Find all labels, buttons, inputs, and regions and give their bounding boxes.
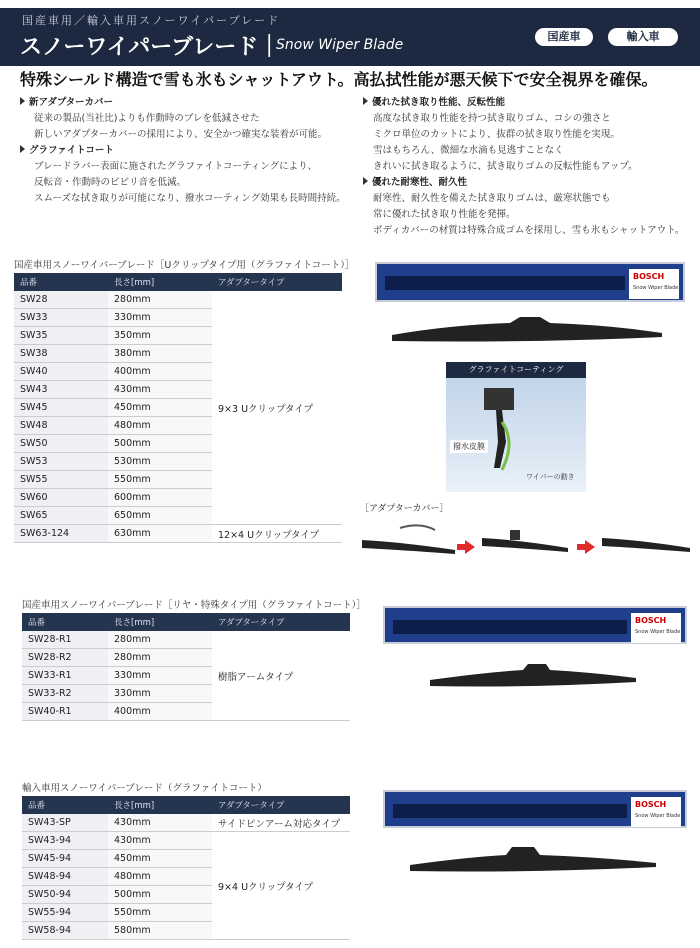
part-number: SW33-R1: [22, 667, 108, 685]
features-right: [363, 95, 693, 239]
right-arrow-icon: [465, 540, 475, 554]
part-number: SW55: [14, 471, 108, 489]
part-number: SW53: [14, 453, 108, 471]
adapter-cover-sequence: [360, 520, 695, 570]
page-header: [0, 8, 700, 66]
package-strip: [393, 620, 627, 634]
feature-line: ミクロ単位のカットにより、抜群の拭き取り性能を実現。: [373, 129, 620, 140]
length: 330mm: [108, 667, 212, 685]
feature-heading: 新アダプターカバー: [20, 95, 350, 111]
part-number: SW58-94: [22, 922, 108, 940]
part-number: SW35: [14, 327, 108, 345]
part-number: SW45: [14, 399, 108, 417]
adapter-cover-label: ［アダプターカバー］: [360, 504, 449, 514]
length: 400mm: [108, 363, 212, 381]
header-title-en: Snow Wiper Blade: [276, 37, 404, 53]
length: 500mm: [108, 435, 212, 453]
bosch-logo: BOSCH Snow Wiper Blade: [631, 613, 681, 643]
length: 580mm: [108, 922, 212, 940]
col-header: 品番: [22, 613, 108, 631]
feature-line: 雪はもちろん、微細な水滴も見逃すことなく: [373, 145, 564, 156]
feature-line: 新しいアダプターカバーの採用により、安全かつ確実な装着が可能。: [34, 129, 327, 140]
product-package-1: [375, 262, 685, 302]
tag-import: 輸入車: [608, 28, 678, 46]
length: 600mm: [108, 489, 212, 507]
part-number: SW43-SP: [22, 814, 108, 832]
part-number: SW50: [14, 435, 108, 453]
water-label: 撥水皮膜: [450, 440, 488, 453]
part-number: SW45-94: [22, 850, 108, 868]
feature-heading: グラファイトコート: [20, 143, 350, 159]
part-number: SW33-R2: [22, 685, 108, 703]
feature-line: 常に優れた拭き取り性能を発揮。: [373, 209, 516, 220]
triangle-bullet-icon: [363, 177, 368, 185]
package-strip: [393, 804, 627, 818]
col-header: 長さ[mm]: [108, 613, 212, 631]
col-header: 品番: [14, 273, 108, 291]
length: 550mm: [108, 471, 212, 489]
length: 630mm: [108, 525, 212, 543]
features-left: [20, 95, 350, 207]
col-header: 長さ[mm]: [108, 796, 212, 814]
triangle-bullet-icon: [363, 97, 368, 105]
part-number: SW48: [14, 417, 108, 435]
table3: [22, 796, 350, 940]
col-header: 品番: [22, 796, 108, 814]
triangle-bullet-icon: [20, 97, 25, 105]
part-number: SW38: [14, 345, 108, 363]
table-row: [22, 631, 350, 649]
table-row: [14, 525, 342, 543]
adapter-type: 9×3 Uクリップタイプ: [212, 291, 342, 525]
table-row: [22, 814, 350, 832]
table2: [22, 613, 350, 721]
length: 330mm: [108, 309, 212, 327]
length: 330mm: [108, 685, 212, 703]
feature-line: 従来の製品(当社比)よりも作動時のブレを低減させた: [34, 113, 260, 124]
graphite-illustration: [446, 362, 586, 492]
feature-line: 高度な拭き取り性能を持つ拭き取りゴム、コシの強さと: [373, 113, 611, 124]
part-number: SW43: [14, 381, 108, 399]
part-number: SW50-94: [22, 886, 108, 904]
part-number: SW40: [14, 363, 108, 381]
length: 530mm: [108, 453, 212, 471]
adapter-type: 樹脂アームタイプ: [212, 631, 350, 721]
feature-heading: 優れた拭き取り性能、反転性能: [363, 95, 693, 111]
tag-domestic: 国産車: [535, 28, 593, 46]
part-number: SW40-R1: [22, 703, 108, 721]
length: 280mm: [108, 649, 212, 667]
feature-line: スムーズな拭き取りが可能になり、撥水コーティング効果も長時間持続。: [34, 193, 346, 204]
feature-line: ボディカバーの材質は特殊合成ゴムを採用し、雪も氷もシャットアウト。: [373, 225, 685, 236]
part-number: SW43-94: [22, 832, 108, 850]
length: 430mm: [108, 381, 212, 399]
length: 480mm: [108, 868, 212, 886]
part-number: SW55-94: [22, 904, 108, 922]
wiper-motion-label: ワイパーの動き: [526, 473, 575, 481]
length: 280mm: [108, 631, 212, 649]
part-number: SW48-94: [22, 868, 108, 886]
length: 450mm: [108, 399, 212, 417]
wiper-blade-3: [408, 845, 658, 875]
length: 280mm: [108, 291, 212, 309]
col-header: アダプタータイプ: [212, 613, 350, 631]
table-row: [22, 832, 350, 850]
length: 450mm: [108, 850, 212, 868]
feature-line: きれいに拭き取るように、拭き取りゴムの反転性能もアップ。: [373, 161, 638, 172]
length: 550mm: [108, 904, 212, 922]
wiper-blade-1: [390, 315, 665, 347]
feature-heading: 優れた耐寒性、耐久性: [363, 175, 693, 191]
col-header: アダプタータイプ: [212, 273, 342, 291]
part-number: SW63-124: [14, 525, 108, 543]
table2-title: 国産車用スノーワイパーブレード［リヤ・特殊タイプ用（グラファイトコート）］: [22, 600, 366, 611]
table1-title: 国産車用スノーワイパーブレード［Uクリップタイプ用（グラファイトコート）］: [14, 260, 355, 271]
adapter-type: 9×4 Uクリップタイプ: [212, 832, 350, 940]
table-row: [14, 291, 342, 309]
length: 480mm: [108, 417, 212, 435]
feature-line: ブレードラバー表面に施されたグラファイトコーティングにより、: [34, 161, 318, 172]
part-number: SW60: [14, 489, 108, 507]
headline: 特殊シールド構造で雪も氷もシャットアウト。高払拭性能が悪天候下で安全視界を確保。: [20, 70, 658, 89]
header-title: スノーワイパーブレード｜: [20, 35, 281, 60]
header-subtitle: 国産車用／輸入車用スノーワイパーブレード: [22, 14, 281, 27]
col-header: 長さ[mm]: [108, 273, 212, 291]
package-strip: [385, 276, 625, 290]
triangle-bullet-icon: [20, 145, 25, 153]
product-package-2: [383, 606, 687, 644]
feature-line: 反転音・作動時のビビリ音を低減。: [34, 177, 187, 188]
col-header: アダプタータイプ: [212, 796, 350, 814]
part-number: SW28-R2: [22, 649, 108, 667]
table3-title: 輸入車用スノーワイパーブレード（グラファイトコート）: [22, 783, 267, 794]
part-number: SW28: [14, 291, 108, 309]
length: 400mm: [108, 703, 212, 721]
adapter-type: 12×4 Uクリップタイプ: [212, 525, 342, 543]
length: 430mm: [108, 832, 212, 850]
feature-line: 耐寒性、耐久性を備えた拭き取りゴムは、厳寒状態でも: [373, 193, 611, 204]
bosch-logo: BOSCH Snow Wiper Blade: [629, 269, 679, 299]
length: 500mm: [108, 886, 212, 904]
length: 350mm: [108, 327, 212, 345]
part-number: SW33: [14, 309, 108, 327]
length: 430mm: [108, 814, 212, 832]
wiper-blade-2: [428, 662, 638, 692]
part-number: SW65: [14, 507, 108, 525]
length: 650mm: [108, 507, 212, 525]
right-arrow-icon: [585, 540, 595, 554]
adapter-type: サイドピンアーム対応タイプ: [212, 814, 350, 832]
table1: [14, 273, 342, 543]
part-number: SW28-R1: [22, 631, 108, 649]
bosch-logo: BOSCH Snow Wiper Blade: [631, 797, 681, 827]
product-package-3: [383, 790, 687, 828]
length: 380mm: [108, 345, 212, 363]
blade-cross-section-icon: [466, 382, 566, 472]
graphite-label: グラファイトコーティング: [446, 362, 586, 378]
